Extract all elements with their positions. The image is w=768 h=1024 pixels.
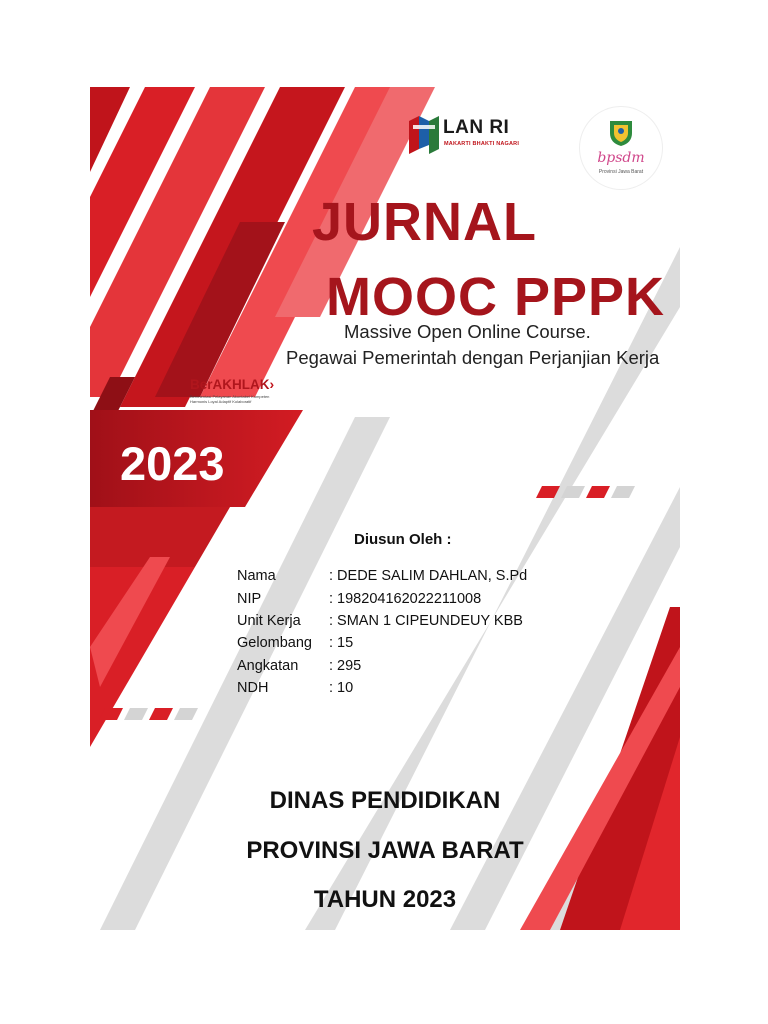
author-info-value: : 15: [329, 635, 354, 652]
author-info-value: : 198204162022211008: [329, 590, 482, 607]
subtitle-line-2: Pegawai Pemerintah dengan Perjanjian Kerja: [286, 347, 660, 368]
lanri-logo: [407, 113, 547, 159]
author-info-row: [237, 655, 527, 677]
lanri-emblem-icon: [407, 115, 441, 155]
subtitle-line-1: Massive Open Online Course.: [344, 321, 591, 342]
author-info-label: Gelombang: [237, 635, 312, 652]
lanri-tagline: MAKARTI BHAKTI NAGARI: [444, 141, 520, 147]
lanri-name: LAN RI: [443, 117, 510, 138]
author-info-row: [237, 587, 527, 609]
author-info-label: NDH: [237, 680, 269, 697]
author-info-label: Angkatan: [237, 657, 299, 674]
author-info-value: : 10: [329, 680, 354, 697]
cover-year: 2023: [120, 437, 225, 490]
author-info-row: [237, 632, 527, 654]
chevron-right-icon: ›: [269, 376, 275, 392]
author-info-row: [237, 610, 527, 632]
dash-pattern-right: [536, 486, 635, 498]
title-line-2: MOOC PPPK: [326, 267, 666, 327]
bpsdm-subtitle: Provinsi Jawa Barat: [598, 169, 644, 175]
author-info-label: Nama: [237, 568, 276, 585]
dash-pattern-left: [99, 708, 198, 720]
bpsdm-logo: [580, 107, 662, 189]
footer-line-1: DINAS PENDIDIKAN: [269, 787, 501, 814]
berakhlak-logo: [190, 376, 285, 404]
cover-page: [90, 87, 680, 930]
bpsdm-name: bpsdm: [597, 150, 645, 166]
author-info-value: : 295: [329, 657, 362, 674]
author-info-value: : DEDE SALIM DAHLAN, S.Pd: [329, 568, 528, 585]
author-heading: Diusun Oleh :: [354, 531, 452, 548]
author-info-label: Unit Kerja: [237, 612, 301, 629]
author-info-table: [237, 565, 527, 699]
west-java-emblem-icon: [606, 117, 636, 147]
author-info-value: : SMAN 1 CIPEUNDEUY KBB: [329, 612, 523, 629]
berakhlak-name: BerAKHLAK: [190, 377, 270, 392]
footer-line-3: TAHUN 2023: [313, 886, 457, 913]
author-info-row: [237, 565, 527, 587]
author-info-row: [237, 677, 527, 699]
author-info-label: NIP: [237, 590, 262, 607]
title-line-1: JURNAL: [312, 192, 538, 252]
berakhlak-tagline: Berorientasi Pelayanan Akuntabel Kompeten Harmonis Loyal Adaptif Kolaboratif: [190, 394, 270, 404]
footer-line-2: PROVINSI JAWA BARAT: [246, 837, 524, 864]
